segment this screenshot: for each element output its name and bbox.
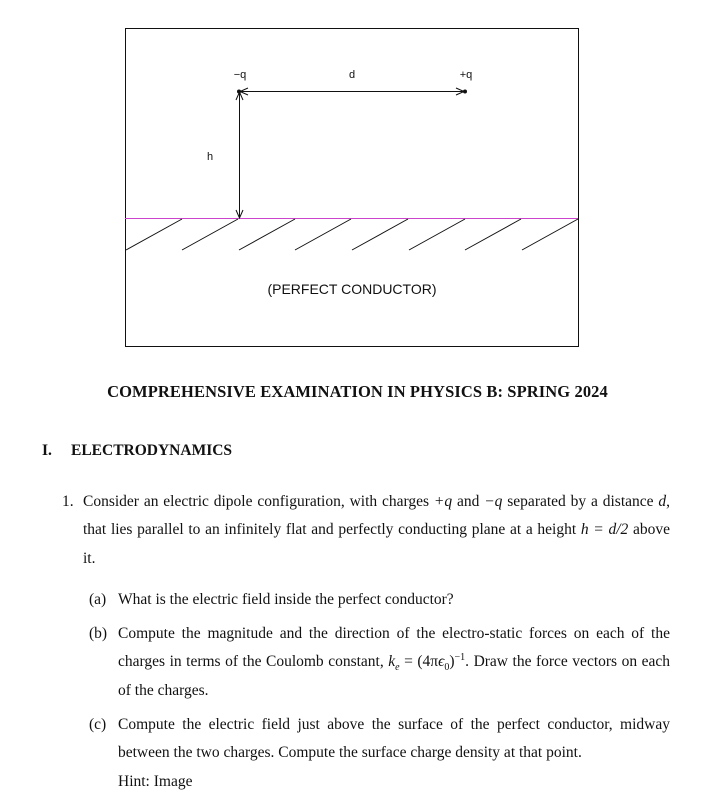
hatch-mark xyxy=(182,219,238,250)
problem-text: , that lies parallel to an infinitely flat and perfectly conducting plane at a height xyxy=(83,493,670,539)
math-subscript: 0 xyxy=(444,662,450,674)
part-b-text-segment: . Draw the force vectors on each of the charges. xyxy=(118,653,670,699)
math-coulomb-constant xyxy=(388,653,400,674)
math-height-expression: h = d/2 xyxy=(580,521,629,539)
problem-text: Consider an electric dipole configuration, with charges xyxy=(83,493,434,510)
math-charge-negative: −q xyxy=(484,493,503,510)
height-arrow xyxy=(236,92,243,218)
section-title: ELECTRODYNAMICS xyxy=(71,442,233,459)
separation-arrow xyxy=(240,88,464,95)
hatch-mark xyxy=(126,219,182,250)
problem-1 xyxy=(62,488,670,573)
part-c-label: (c) xyxy=(89,716,107,733)
section-heading xyxy=(42,442,232,460)
math-subscript: e xyxy=(395,662,400,674)
math-charge-positive: +q xyxy=(433,493,453,510)
hatch-mark xyxy=(352,219,408,250)
math-text: = (4π xyxy=(399,653,439,671)
problem-text: separated by a distance xyxy=(502,493,659,510)
label-separation-d: d xyxy=(348,69,356,81)
exam-title: COMPREHENSIVE EXAMINATION IN PHYSICS B: SPRING 2024 xyxy=(107,382,608,401)
math-distance-d: d xyxy=(658,493,667,510)
dipole-figure xyxy=(0,0,715,360)
math-symbol: k xyxy=(388,653,396,671)
part-c-text xyxy=(118,711,670,796)
problem-text: and xyxy=(452,493,485,510)
hatch-mark xyxy=(409,219,465,250)
part-a-label: (a) xyxy=(89,591,107,608)
problem-number: 1. xyxy=(62,493,74,510)
label-negative-charge: −q xyxy=(233,69,247,81)
section-number: I. xyxy=(42,442,52,459)
hatch-mark xyxy=(522,219,578,250)
part-b-text xyxy=(118,620,670,705)
conductor-hatching xyxy=(126,219,578,250)
part-c-hint: Hint: Image xyxy=(118,772,193,790)
part-c-question: Compute the electric field just above the surface of the perfect conductor, midway between the two charges. Compute the surface charge density at that point. xyxy=(118,716,670,762)
math-epsilon: ϵ xyxy=(438,653,445,671)
part-c xyxy=(89,711,670,796)
part-a-text: What is the electric field inside the perfect conductor? xyxy=(118,591,454,608)
label-positive-charge: +q xyxy=(459,69,473,81)
problem-text: above it. xyxy=(83,521,670,567)
hatch-mark xyxy=(295,219,351,250)
part-a xyxy=(89,586,670,614)
part-b xyxy=(89,620,670,705)
math-text: ) xyxy=(449,653,455,671)
part-b-text-segment: Compute the magnitude and the direction of the electro-static forces on each of the charges in terms of the Coulomb constant, xyxy=(118,625,670,671)
math-exponent: −1 xyxy=(454,652,466,664)
part-b-label: (b) xyxy=(89,625,108,642)
hatch-mark xyxy=(465,219,521,250)
label-height-h: h xyxy=(206,151,214,163)
conductor-caption: (PERFECT CONDUCTOR) xyxy=(267,281,437,297)
hatch-mark xyxy=(239,219,295,250)
problem-statement xyxy=(83,488,670,573)
